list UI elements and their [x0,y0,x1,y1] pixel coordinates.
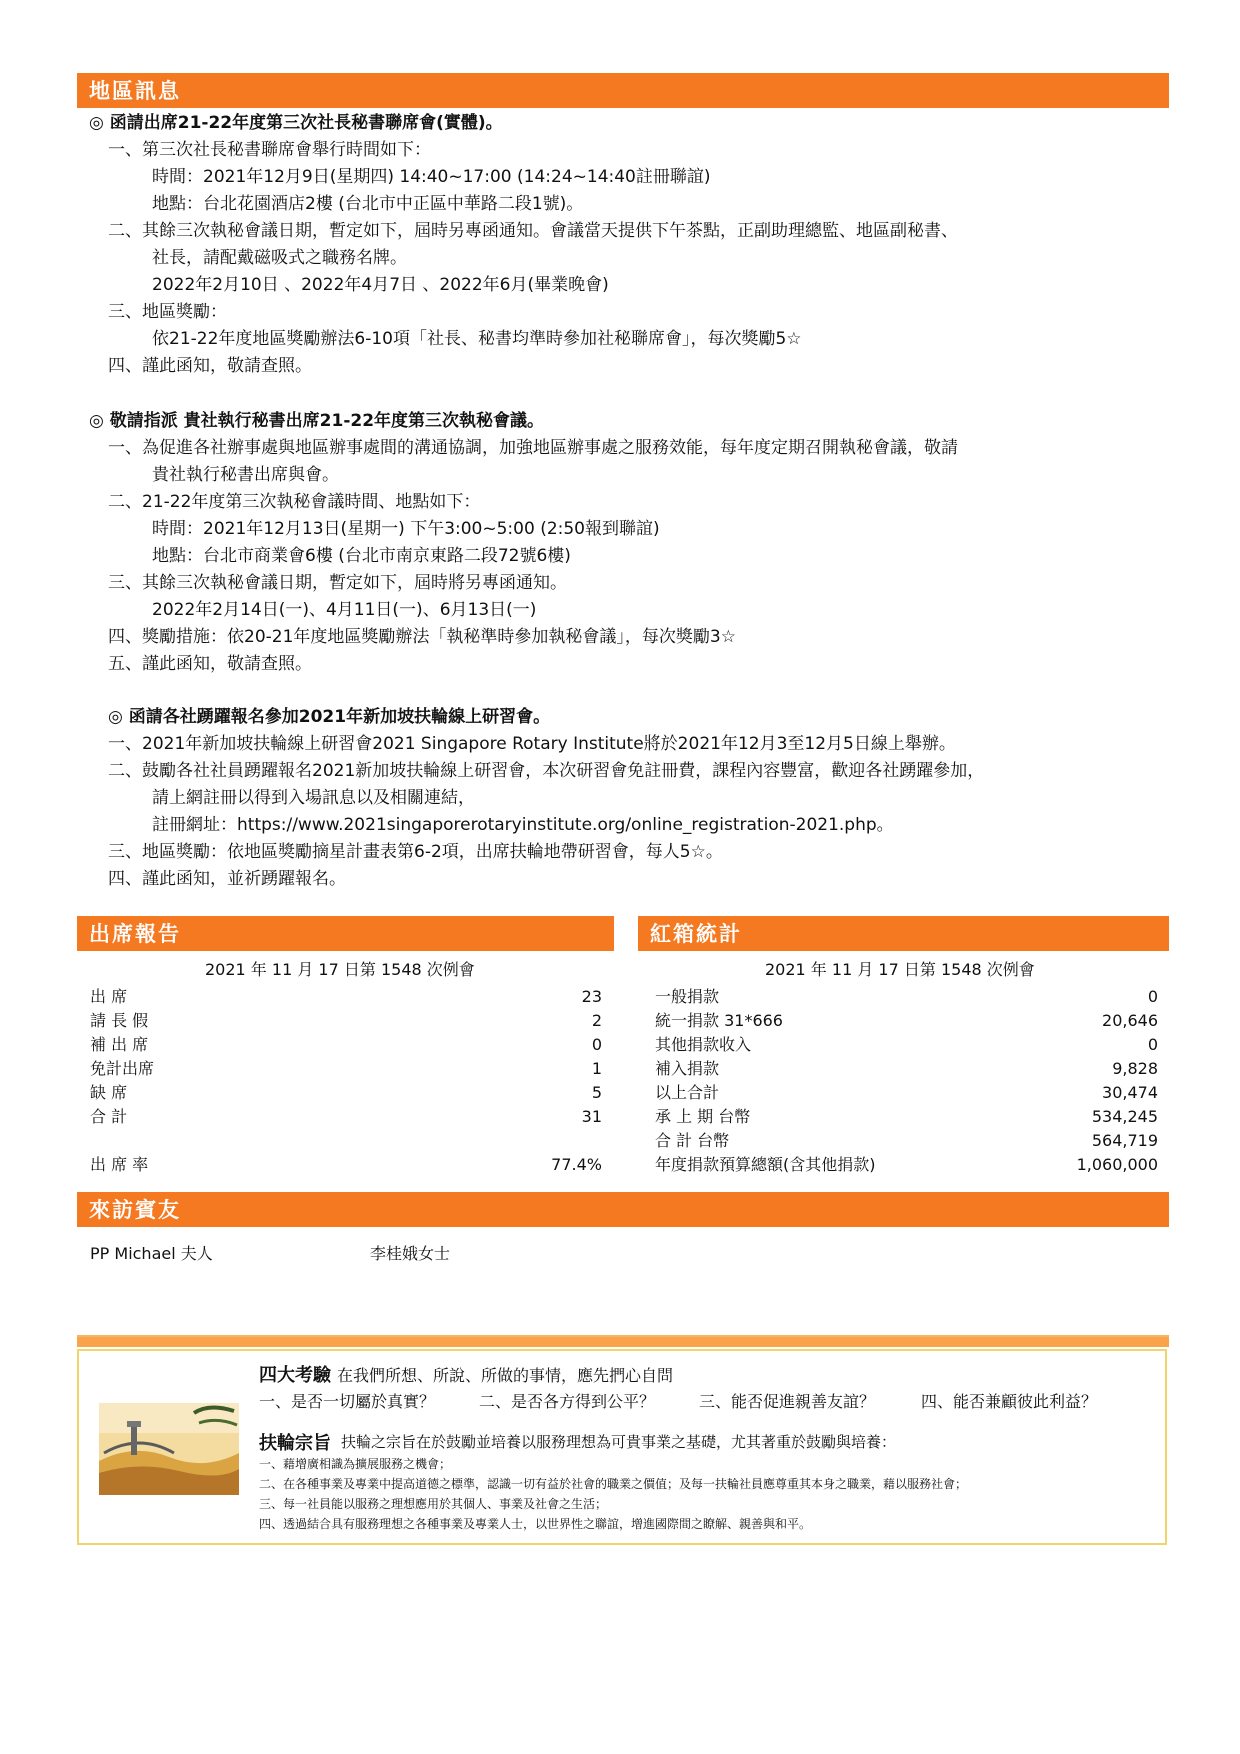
visitor-name: PP Michael 夫人 [90,1244,213,1263]
table-row [655,1009,1158,1033]
row-label: 補入捐款 [655,1059,720,1078]
news1-line: 2022年2月10日 、2022年4月7日 、2022年6月(畢業晚會) [152,275,609,295]
news3-line: 一、2021年新加坡扶輪線上研習會2021 Singapore Rotary Institute將於2021年12月3至12月5日線上舉辦。 [108,734,956,754]
section-header-attendance: 出席報告 [77,916,614,951]
row-label: 請 長 假 [90,1011,149,1030]
news1-line: 二、其餘三次執秘會議日期，暫定如下，屆時另專函通知。會議當天提供下午茶點，正副助理總監、地區副秘書、 [108,221,958,241]
object-of-rotary-item: 三、每一社員能以服務之理想應用於其個人、事業及社會之生活； [259,1497,608,1511]
news2-line: 地點：台北市商業會6樓 (台北市南京東路二段72號6樓) [152,546,571,566]
row-value: 0 [1147,1035,1158,1054]
object-of-rotary-title: 扶輪宗旨 [259,1433,331,1454]
table-row [90,1057,602,1081]
news2-title: ◎ 敬請指派 貴社執行秘書出席21-22年度第三次執秘會議。 [89,411,545,431]
news1-title: ◎ 函請出席21-22年度第三次社長秘書聯席會(實體)。 [89,113,503,133]
four-way-test-item: 三、能否促進親善友誼？ [699,1392,876,1411]
news2-line: 四、獎勵措施：依20-21年度地區獎勵辦法「執秘準時參加執秘會議」，每次獎勵3☆ [108,627,736,647]
news2-line: 2022年2月14日(一)、4月11日(一)、6月13日(一) [152,600,537,620]
news1-line: 地點：台北花園酒店2樓 (台北市中正區中華路二段1號)。 [152,194,584,214]
news3-line: 二、鼓勵各社社員踴躍報名2021新加坡扶輪線上研習會，本次研習會免註冊費，課程內容豐富，歡迎各社踴躍參加， [108,761,985,781]
row-label: 統一捐款 31*666 [655,1011,783,1030]
row-label: 缺 席 [90,1083,128,1102]
table-row [655,1033,1158,1057]
news2-line: 貴社執行秘書出席與會。 [152,465,339,485]
four-way-test-item: 一、是否一切屬於真實？ [259,1392,436,1411]
news1-line: 一、第三次社長秘書聯席會舉行時間如下： [108,140,431,160]
bridge-landscape-icon [99,1403,239,1495]
row-value: 1,060,000 [1076,1155,1158,1174]
section-header-district-news: 地區訊息 [77,73,1169,108]
table-row [655,985,1158,1009]
object-of-rotary-subtitle: 扶輪之宗旨在於鼓勵並培養以服務理想為可貴事業之基礎，尤其著重於鼓勵與培養： [341,1433,897,1451]
visitor-name: 李桂娥女士 [370,1244,451,1263]
row-label: 承 上 期 台幣 [655,1107,751,1126]
attendance-rate-row [90,1153,602,1177]
four-way-test-item: 二、是否各方得到公平？ [479,1392,656,1411]
row-label: 補 出 席 [90,1035,149,1054]
object-of-rotary-item: 一、藉增廣相識為擴展服務之機會； [259,1457,452,1471]
row-value: 20,646 [1102,1011,1158,1030]
news2-line: 二、21-22年度第三次執秘會議時間、地點如下： [108,492,481,512]
row-value: 0 [591,1035,602,1054]
table-row [655,1081,1158,1105]
table-row [655,1057,1158,1081]
news3-line: 請上網註冊以得到入場訊息以及相關連結， [152,788,475,808]
table-row [90,1009,602,1033]
row-label: 出 席 率 [90,1155,149,1174]
news1-line: 四、謹此函知，敬請查照。 [108,356,312,376]
table-row [655,1129,1158,1153]
row-label: 一般捐款 [655,987,720,1006]
table-row [655,1153,1158,1177]
news2-line: 五、謹此函知，敬請查照。 [108,654,312,674]
news2-line: 一、為促進各社辦事處與地區辦事處間的溝通協調，加強地區辦事處之服務效能，每年度定期召開執秘會議，敬請 [108,438,958,458]
row-value: 77.4% [551,1155,602,1174]
row-label: 其他捐款收入 [655,1035,752,1054]
object-of-rotary-item: 四、透過結合具有服務理想之各種事業及專業人士，以世界性之聯誼，增進國際間之瞭解、親善與和平。 [259,1517,812,1531]
attendance-meeting-header: 2021 年 11 月 17 日第 1548 次例會 [205,960,475,979]
row-value: 31 [581,1107,602,1126]
row-value: 30,474 [1102,1083,1158,1102]
news1-line: 時間：2021年12月9日(星期四) 14:40~17:00 (14:24~14:40註冊聯誼) [152,167,711,187]
red-box-meeting-header: 2021 年 11 月 17 日第 1548 次例會 [765,960,1035,979]
news3-line: 三、地區獎勵：依地區獎勵摘星計畫表第6-2項，出席扶輪地帶研習會，每人5☆。 [108,842,723,862]
row-value: 0 [1147,987,1158,1006]
news1-line: 三、地區獎勵： [108,302,227,322]
news3-line: 四、謹此函知，並祈踴躍報名。 [108,869,346,889]
row-label: 出 席 [90,987,128,1006]
row-value: 1 [591,1059,602,1078]
news3-line[interactable]: 註冊網址：https://www.2021singaporerotaryinstitute.org/online_registration-2021.php。 [152,815,894,835]
row-value: 5 [591,1083,602,1102]
section-header-visitors: 來訪賓友 [77,1192,1169,1227]
four-way-test-title: 四大考驗 [259,1365,331,1386]
row-label: 合 計 台幣 [655,1131,730,1150]
rotary-tests-box [77,1349,1167,1545]
attendance-table [90,955,602,1185]
news1-line: 社長，請配戴磁吸式之職務名牌。 [152,248,407,268]
news1-line: 依21-22年度地區獎勵辦法6-10項「社長、秘書均準時參加社秘聯席會」，每次獎勵5☆ [152,329,802,349]
row-value: 9,828 [1112,1059,1158,1078]
row-value: 2 [591,1011,602,1030]
table-row [90,1105,602,1129]
divider-bar [77,1337,1169,1347]
row-label: 免計出席 [90,1059,155,1078]
four-way-test-subtitle: 在我們所想、所說、所做的事情，應先捫心自問 [337,1366,674,1385]
table-row [90,1033,602,1057]
row-label: 合 計 [90,1107,128,1126]
row-value: 23 [581,987,602,1006]
object-of-rotary-item: 二、在各種事業及專業中提高道德之標準，認識一切有益於社會的職業之價值；及每一扶輪社員應尊重其本身之職業，藉以服務社會； [259,1477,968,1491]
table-row [90,985,602,1009]
news2-line: 時間：2021年12月13日(星期一) 下午3:00~5:00 (2:50報到聯誼) [152,519,660,539]
table-row [655,1105,1158,1129]
news2-line: 三、其餘三次執秘會議日期，暫定如下，屆時將另專函通知。 [108,573,567,593]
news3-title: ◎ 函請各社踴躍報名參加2021年新加坡扶輪線上研習會。 [108,707,551,727]
row-label: 年度捐款預算總額(含其他捐款) [655,1155,876,1174]
section-header-red-box: 紅箱統計 [638,916,1169,951]
four-way-test-item: 四、能否兼顧彼此利益？ [921,1392,1098,1411]
red-box-table [655,955,1158,1185]
table-row [90,1081,602,1105]
row-value: 534,245 [1091,1107,1158,1126]
row-label: 以上合計 [655,1083,720,1102]
row-value: 564,719 [1091,1131,1158,1150]
